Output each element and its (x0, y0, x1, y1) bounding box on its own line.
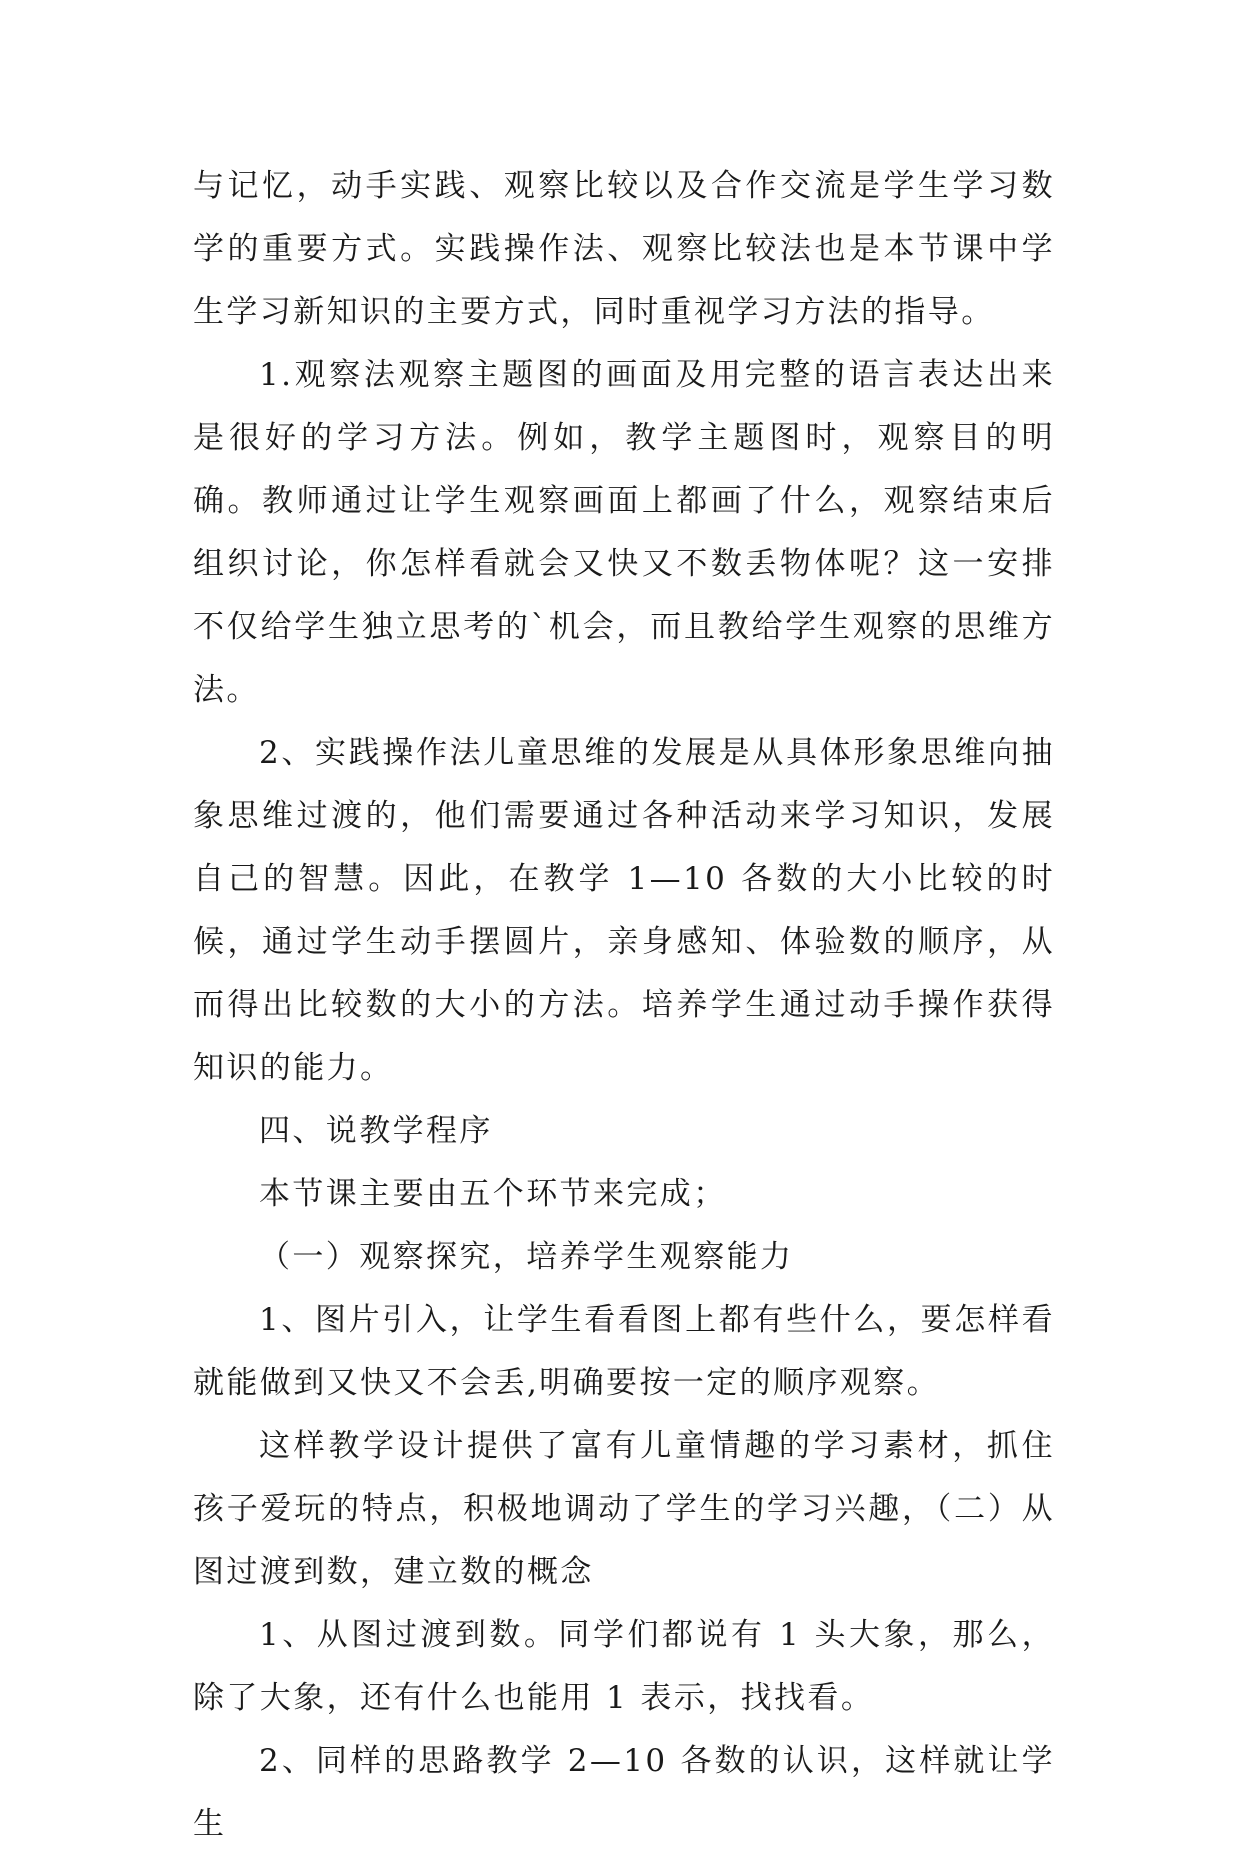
paragraph: 与记忆，动手实践、观察比较以及合作交流是学生学习数学的重要方式。实践操作法、观察比较法也是本节课中学生学习新知识的主要方式，同时重视学习方法的指导。 (193, 168, 1055, 330)
paragraph: 1、图片引入，让学生看看图上都有些什么，要怎样看就能做到又快又不会丢,明确要按一定的顺序观察。 (193, 1302, 1055, 1401)
section-heading: 四、说教学程序 (259, 1113, 493, 1149)
subsection-heading: （一）观察探究，培养学生观察能力 (259, 1239, 794, 1275)
paragraph: 2、实践操作法儿童思维的发展是从具体形象思维向抽象思维过渡的，他们需要通过各种活动来学习知识，发展自己的智慧。因此，在教学 1—10 各数的大小比较的时候，通过学生动手摆圆片，亲身感知、体验数的顺序，从而得出比较数的大小的方法。培养学生通过动手操作获得知识的能力。 (193, 735, 1055, 1086)
paragraph: 1.观察法观察主题图的画面及用完整的语言表达出来是很好的学习方法。例如，教学主题图时，观察目的明确。教师通过让学生观察画面上都画了什么，观察结束后组织讨论，你怎样看就会又快又不数丢物体呢？这一安排不仅给学生独立思考的`机会，而且教给学生观察的思维方法。 (193, 357, 1055, 708)
paragraph: 2、同样的思路教学 2—10 各数的认识，这样就让学生 (193, 1743, 1055, 1842)
paragraph: 本节课主要由五个环节来完成； (259, 1176, 727, 1212)
paragraph: 这样教学设计提供了富有儿童情趣的学习素材，抓住孩子爱玩的特点，积极地调动了学生的学习兴趣，（二）从图过渡到数，建立数的概念 (193, 1428, 1055, 1590)
paragraph: 1、从图过渡到数。同学们都说有 1 头大象，那么，除了大象，还有什么也能用 1 表示，找找看。 (193, 1617, 1055, 1716)
document-body (193, 155, 1055, 1856)
